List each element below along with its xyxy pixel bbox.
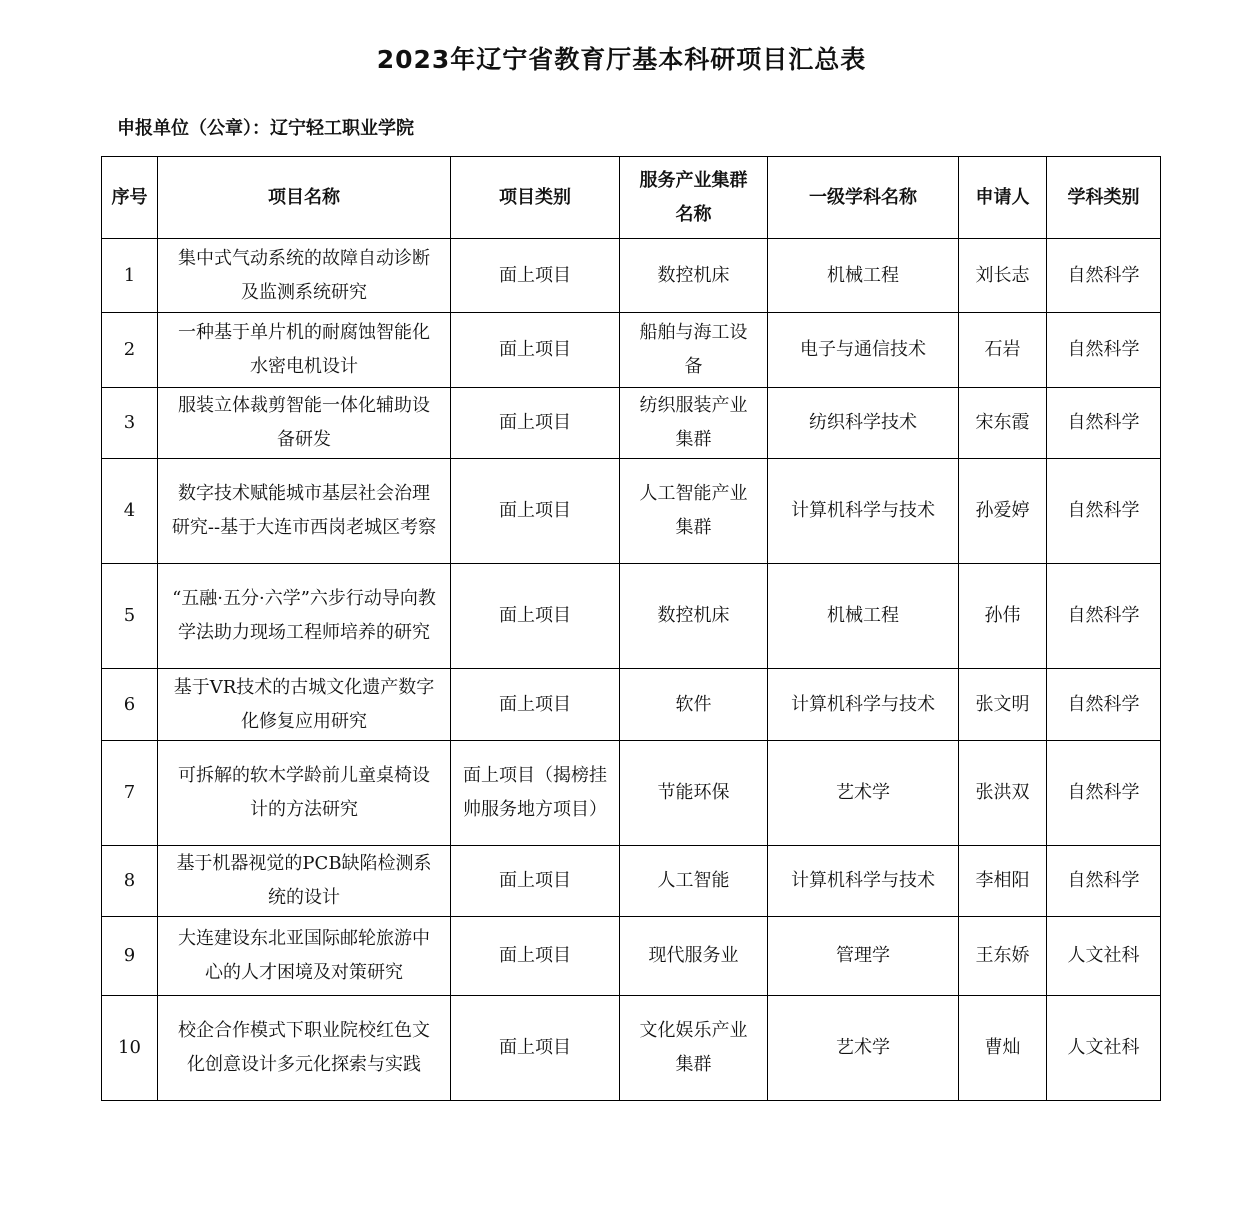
header-discipline: 一级学科名称	[768, 157, 959, 239]
row-subject-type: 人文社科	[1047, 917, 1161, 996]
row-category: 面上项目	[451, 669, 620, 741]
row-discipline: 计算机科学与技术	[768, 669, 959, 741]
row-no: 2	[102, 313, 158, 388]
row-category: 面上项目	[451, 313, 620, 388]
table-row	[102, 313, 1161, 388]
row-no: 6	[102, 669, 158, 741]
row-discipline: 机械工程	[768, 564, 959, 669]
row-subject-type: 自然科学	[1047, 459, 1161, 564]
row-cluster: 节能环保	[620, 741, 768, 846]
row-discipline: 机械工程	[768, 239, 959, 313]
row-no: 9	[102, 917, 158, 996]
row-no: 4	[102, 459, 158, 564]
row-category: 面上项目	[451, 239, 620, 313]
row-applicant: 曹灿	[959, 996, 1047, 1101]
table-row	[102, 846, 1161, 917]
row-category: 面上项目（揭榜挂帅服务地方项目）	[451, 741, 620, 846]
header-project-category: 项目类别	[451, 157, 620, 239]
table-row	[102, 741, 1161, 846]
row-project-name: “五融·五分·六学”六步行动导向教学法助力现场工程师培养的研究	[158, 564, 451, 669]
row-category: 面上项目	[451, 459, 620, 564]
row-discipline: 管理学	[768, 917, 959, 996]
header-industry-cluster: 服务产业集群名称	[620, 157, 768, 239]
row-applicant: 石岩	[959, 313, 1047, 388]
header-applicant: 申请人	[959, 157, 1047, 239]
row-cluster: 船舶与海工设备	[620, 313, 768, 388]
row-applicant: 张文明	[959, 669, 1047, 741]
row-cluster: 软件	[620, 669, 768, 741]
table-row	[102, 996, 1161, 1101]
header-no: 序号	[102, 157, 158, 239]
row-applicant: 孙伟	[959, 564, 1047, 669]
row-discipline: 艺术学	[768, 741, 959, 846]
row-project-name: 大连建设东北亚国际邮轮旅游中心的人才困境及对策研究	[158, 917, 451, 996]
row-cluster: 纺织服装产业集群	[620, 388, 768, 459]
row-subject-type: 自然科学	[1047, 669, 1161, 741]
row-project-name: 一种基于单片机的耐腐蚀智能化水密电机设计	[158, 313, 451, 388]
row-applicant: 宋东霞	[959, 388, 1047, 459]
row-no: 5	[102, 564, 158, 669]
row-category: 面上项目	[451, 388, 620, 459]
row-discipline: 纺织科学技术	[768, 388, 959, 459]
table-row	[102, 669, 1161, 741]
row-applicant: 孙爱婷	[959, 459, 1047, 564]
row-category: 面上项目	[451, 917, 620, 996]
row-project-name: 校企合作模式下职业院校红色文化创意设计多元化探索与实践	[158, 996, 451, 1101]
row-project-name: 数字技术赋能城市基层社会治理研究--基于大连市西岗老城区考察	[158, 459, 451, 564]
table-body	[102, 239, 1161, 1101]
table-row	[102, 239, 1161, 313]
row-no: 7	[102, 741, 158, 846]
row-subject-type: 自然科学	[1047, 239, 1161, 313]
header-subject-type: 学科类别	[1047, 157, 1161, 239]
row-cluster: 数控机床	[620, 239, 768, 313]
row-category: 面上项目	[451, 996, 620, 1101]
row-no: 8	[102, 846, 158, 917]
row-no: 1	[102, 239, 158, 313]
row-no: 3	[102, 388, 158, 459]
row-cluster: 人工智能产业集群	[620, 459, 768, 564]
row-applicant: 李相阳	[959, 846, 1047, 917]
row-no: 10	[102, 996, 158, 1101]
table-row	[102, 459, 1161, 564]
row-project-name: 基于VR技术的古城文化遗产数字化修复应用研究	[158, 669, 451, 741]
row-applicant: 王东娇	[959, 917, 1047, 996]
row-subject-type: 自然科学	[1047, 564, 1161, 669]
row-project-name: 集中式气动系统的故障自动诊断及监测系统研究	[158, 239, 451, 313]
project-summary-table	[101, 156, 1161, 1101]
page-title: 2023年辽宁省教育厅基本科研项目汇总表	[376, 45, 867, 74]
table-row	[102, 564, 1161, 669]
row-cluster: 现代服务业	[620, 917, 768, 996]
row-subject-type: 自然科学	[1047, 741, 1161, 846]
row-project-name: 可拆解的软木学龄前儿童桌椅设计的方法研究	[158, 741, 451, 846]
row-applicant: 刘长志	[959, 239, 1047, 313]
reporting-unit: 申报单位（公章）：辽宁轻工职业学院	[117, 118, 414, 139]
row-subject-type: 人文社科	[1047, 996, 1161, 1101]
row-subject-type: 自然科学	[1047, 388, 1161, 459]
row-cluster: 人工智能	[620, 846, 768, 917]
row-cluster: 数控机床	[620, 564, 768, 669]
row-category: 面上项目	[451, 564, 620, 669]
row-project-name: 基于机器视觉的PCB缺陷检测系统的设计	[158, 846, 451, 917]
row-discipline: 电子与通信技术	[768, 313, 959, 388]
row-subject-type: 自然科学	[1047, 313, 1161, 388]
row-discipline: 艺术学	[768, 996, 959, 1101]
row-applicant: 张洪双	[959, 741, 1047, 846]
row-discipline: 计算机科学与技术	[768, 459, 959, 564]
row-project-name: 服装立体裁剪智能一体化辅助设备研发	[158, 388, 451, 459]
row-category: 面上项目	[451, 846, 620, 917]
header-project-name: 项目名称	[158, 157, 451, 239]
header-row	[102, 157, 1161, 239]
table-row	[102, 917, 1161, 996]
row-discipline: 计算机科学与技术	[768, 846, 959, 917]
table-row	[102, 388, 1161, 459]
row-subject-type: 自然科学	[1047, 846, 1161, 917]
row-cluster: 文化娱乐产业集群	[620, 996, 768, 1101]
